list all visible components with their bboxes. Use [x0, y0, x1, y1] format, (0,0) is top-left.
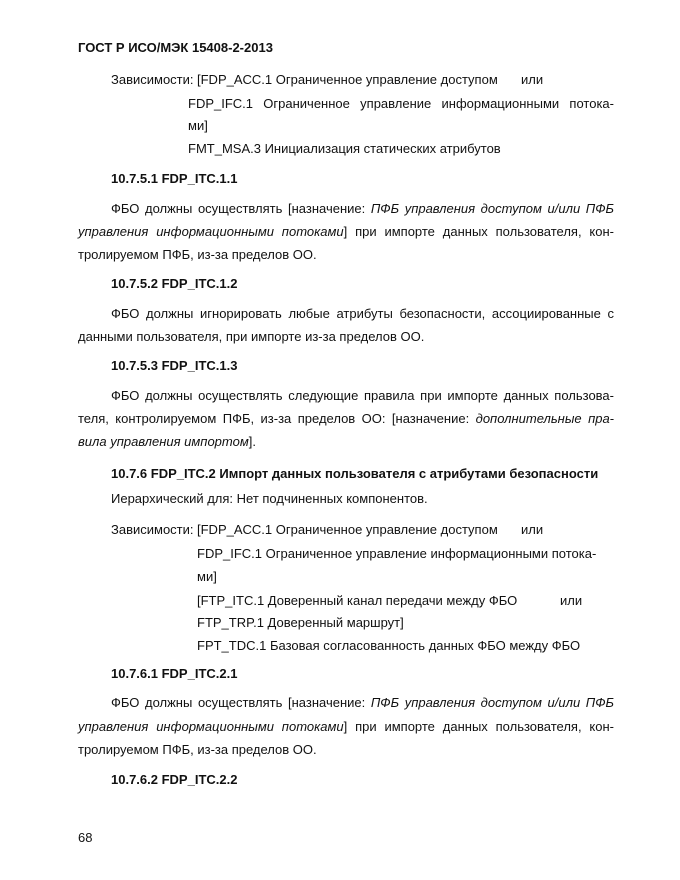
dependency-line: ми] [188, 118, 208, 133]
paragraph-line: тролируемом ПФБ, из-за пределов ОО. [78, 247, 317, 262]
dependency-or: или [521, 72, 544, 87]
hierarchical-line: Иерархический для: Нет подчиненных компонентов. [111, 491, 428, 506]
document-header: ГОСТ Р ИСО/МЭК 15408-2-2013 [78, 40, 273, 55]
paragraph-line: вила управления импортом]. [78, 434, 256, 449]
dependency-line: FPT_TDC.1 Базовая согласованность данных ФБО между ФБО [197, 638, 581, 653]
paragraph-line: ФБО должны осуществлять [назначение: ПФБ управления доступом и/или ПФБ [111, 201, 614, 216]
paragraph-line: теля, контролируемом ПФБ, из-за пределов ОО: [назначение: дополнительные пра- [78, 411, 615, 426]
dependencies-label: Зависимости: [111, 72, 194, 87]
paragraph-line: данными пользователя, при импорте из-за пределов ОО. [78, 329, 425, 344]
section-heading: 10.7.5.1 FDP_ITC.1.1 [111, 171, 238, 186]
page-number: 68 [78, 830, 93, 845]
section-heading: 10.7.5.2 FDP_ITC.1.2 [111, 276, 238, 291]
paragraph-line: ФБО должны осуществлять [назначение: ПФБ управления доступом и/или ПФБ [111, 695, 614, 710]
dependency-line: [FDP_ACC.1 Ограниченное управление доступом [197, 522, 498, 537]
subclause-heading: 10.7.6 FDP_ITC.2 Импорт данных пользователя с атрибутами безопасности [111, 466, 599, 481]
paragraph-line: управления информационными потоками] при импорте данных пользователя, кон- [78, 719, 614, 734]
dependency-line: [FTP_ITC.1 Доверенный канал передачи между ФБО [197, 593, 518, 608]
dependency-line: FDP_IFC.1 Ограниченное управление информационными потока- [197, 546, 597, 561]
dependency-line: FTP_TRP.1 Доверенный маршрут] [197, 615, 404, 630]
dependency-line: ми] [197, 569, 217, 584]
dependency-or: или [560, 593, 583, 608]
section-heading: 10.7.5.3 FDP_ITC.1.3 [111, 358, 238, 373]
paragraph-line: ФБО должны игнорировать любые атрибуты безопасности, ассоциированные с [111, 306, 614, 321]
section-heading: 10.7.6.1 FDP_ITC.2.1 [111, 666, 238, 681]
dependencies-label: Зависимости: [111, 522, 194, 537]
paragraph-line: тролируемом ПФБ, из-за пределов ОО. [78, 742, 317, 757]
dependency-line: FDP_IFC.1 Ограниченное управление информационными потока- [188, 96, 614, 111]
dependency-or: или [521, 522, 544, 537]
dependency-line: FMT_MSA.3 Инициализация статических атрибутов [188, 141, 501, 156]
dependency-line: [FDP_ACC.1 Ограниченное управление доступом [197, 72, 498, 87]
section-heading: 10.7.6.2 FDP_ITC.2.2 [111, 772, 238, 787]
paragraph-line: ФБО должны осуществлять следующие правила при импорте данных пользова- [111, 388, 614, 403]
paragraph-line: управления информационными потоками] при импорте данных пользователя, кон- [78, 224, 614, 239]
